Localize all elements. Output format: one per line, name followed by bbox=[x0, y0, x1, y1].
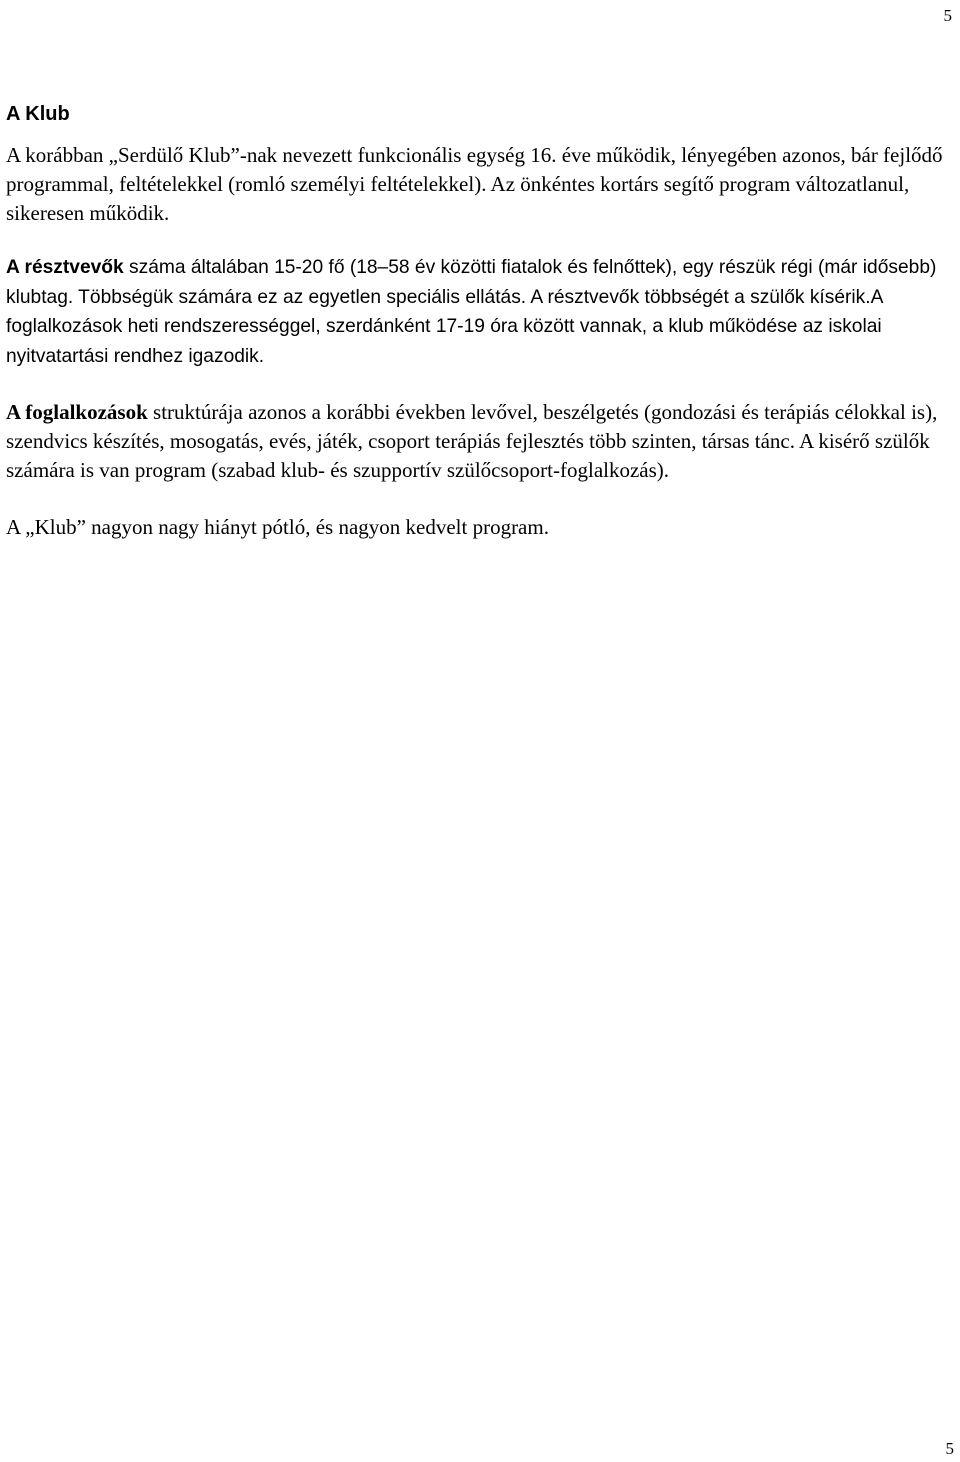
paragraph-sessions bbox=[6, 398, 956, 485]
participants-text: száma általában 15-20 fő (18–58 év közötti fiatalok és felnőttek), egy részük régi (már idősebb) klubtag. Többségük számára ez az egyetlen speciális ellátás. A résztvevők többségét a szülők kísérik.A foglalkozások heti rendszerességgel, szerdánként 17-19 óra között vannak, a klub működése az iskolai nyitvatartási rendhez igazodik. bbox=[6, 257, 937, 367]
paragraph-intro: A korábban „Serdülő Klub”-nak nevezett funkcionális egység 16. éve működik, lényegében azonos, bár fejlődő programmal, feltételekkel (romló személyi feltételekkel). Az önkéntes kortárs segítő program változatlanul, sikeresen működik. bbox=[6, 143, 943, 225]
sessions-text: struktúrája azonos a korábbi években levővel, beszélgetés (gondozási és terápiás célokkal is), szendvics készítés, mosogatás, evés, játék, csoport terápiás fejlesztés több szinten, társas tánc. A kisérő szülők számára is van program (szabad klub- és szupportív szülőcsoport-foglalkozás). bbox=[6, 400, 938, 482]
sessions-label: A foglalkozások bbox=[6, 400, 148, 424]
page-number-bottom: 5 bbox=[945, 1439, 954, 1458]
document-body bbox=[6, 101, 956, 542]
page-number-top: 5 bbox=[943, 6, 952, 25]
paragraph-participants bbox=[6, 253, 956, 371]
participants-label: A résztvevők bbox=[6, 257, 124, 278]
section-title: A Klub bbox=[6, 103, 70, 125]
paragraph-closing: A „Klub” nagyon nagy hiányt pótló, és nagyon kedvelt program. bbox=[6, 515, 549, 539]
